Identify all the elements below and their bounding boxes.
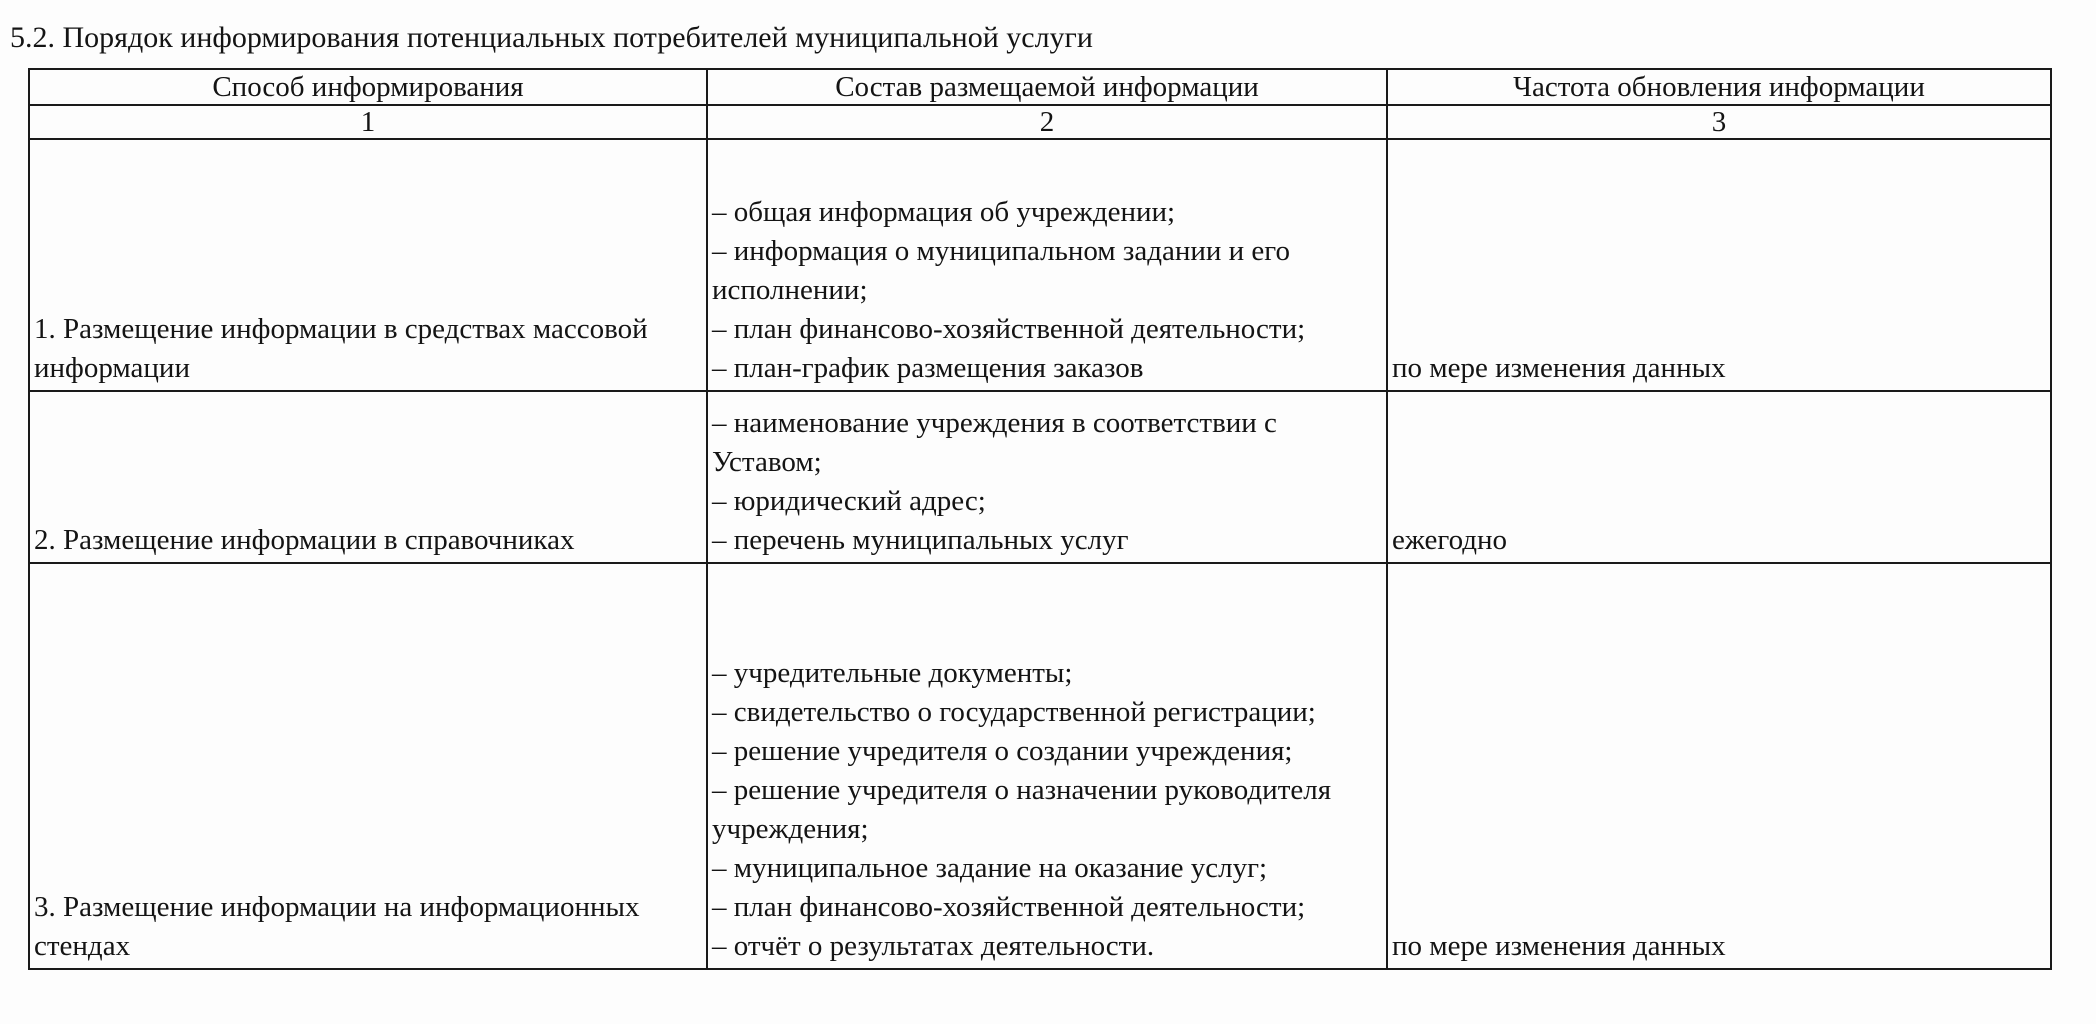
list-item: – муниципальное задание на оказание услуг; [712, 852, 1268, 884]
method-cell: 2. Размещение информации в справочниках [29, 391, 707, 563]
content-cell [707, 139, 1387, 391]
column-header-content: Состав размещаемой информации [707, 69, 1387, 105]
list-item: – свидетельство о государственной регистрации; [712, 696, 1316, 728]
list-item: – общая информация об учреждении; [712, 196, 1176, 228]
frequency-cell: по мере изменения данных [1387, 139, 2051, 391]
content-cell [707, 391, 1387, 563]
list-item: – план-график размещения заказов [712, 352, 1144, 384]
list-item: – наименование учреждения в соответствии с Уставом; [712, 407, 1277, 478]
list-item: – решение учредителя о назначении руководителя учреждения; [712, 774, 1332, 845]
list-item: – информация о муниципальном задании и его исполнении; [712, 235, 1290, 306]
table-row [29, 391, 2051, 563]
informing-procedure-table [28, 68, 2052, 970]
table-header-row [29, 69, 2051, 105]
list-item: – план финансово-хозяйственной деятельности; [712, 891, 1306, 923]
column-header-method: Способ информирования [29, 69, 707, 105]
content-list [712, 193, 1382, 388]
column-number-row [29, 105, 2051, 139]
table-row [29, 139, 2051, 391]
table-row [29, 563, 2051, 969]
list-item: – учредительные документы; [712, 657, 1073, 689]
column-number-3: 3 [1387, 105, 2051, 139]
section-heading: 5.2. Порядок информирования потенциальных потребителей муниципальной услуги [10, 21, 1093, 54]
method-cell: 1. Размещение информации в средствах массовой информации [29, 139, 707, 391]
frequency-cell: ежегодно [1387, 391, 2051, 563]
list-item: – отчёт о результатах деятельности. [712, 930, 1155, 962]
content-list [712, 654, 1382, 966]
frequency-cell: по мере изменения данных [1387, 563, 2051, 969]
column-header-frequency: Частота обновления информации [1387, 69, 2051, 105]
list-item: – решение учредителя о создании учреждения; [712, 735, 1293, 767]
list-item: – перечень муниципальных услуг [712, 524, 1129, 556]
column-number-2: 2 [707, 105, 1387, 139]
content-list [712, 404, 1382, 560]
list-item: – юридический адрес; [712, 485, 986, 517]
content-cell [707, 563, 1387, 969]
method-cell: 3. Размещение информации на информационных стендах [29, 563, 707, 969]
list-item: – план финансово-хозяйственной деятельности; [712, 313, 1306, 345]
column-number-1: 1 [29, 105, 707, 139]
